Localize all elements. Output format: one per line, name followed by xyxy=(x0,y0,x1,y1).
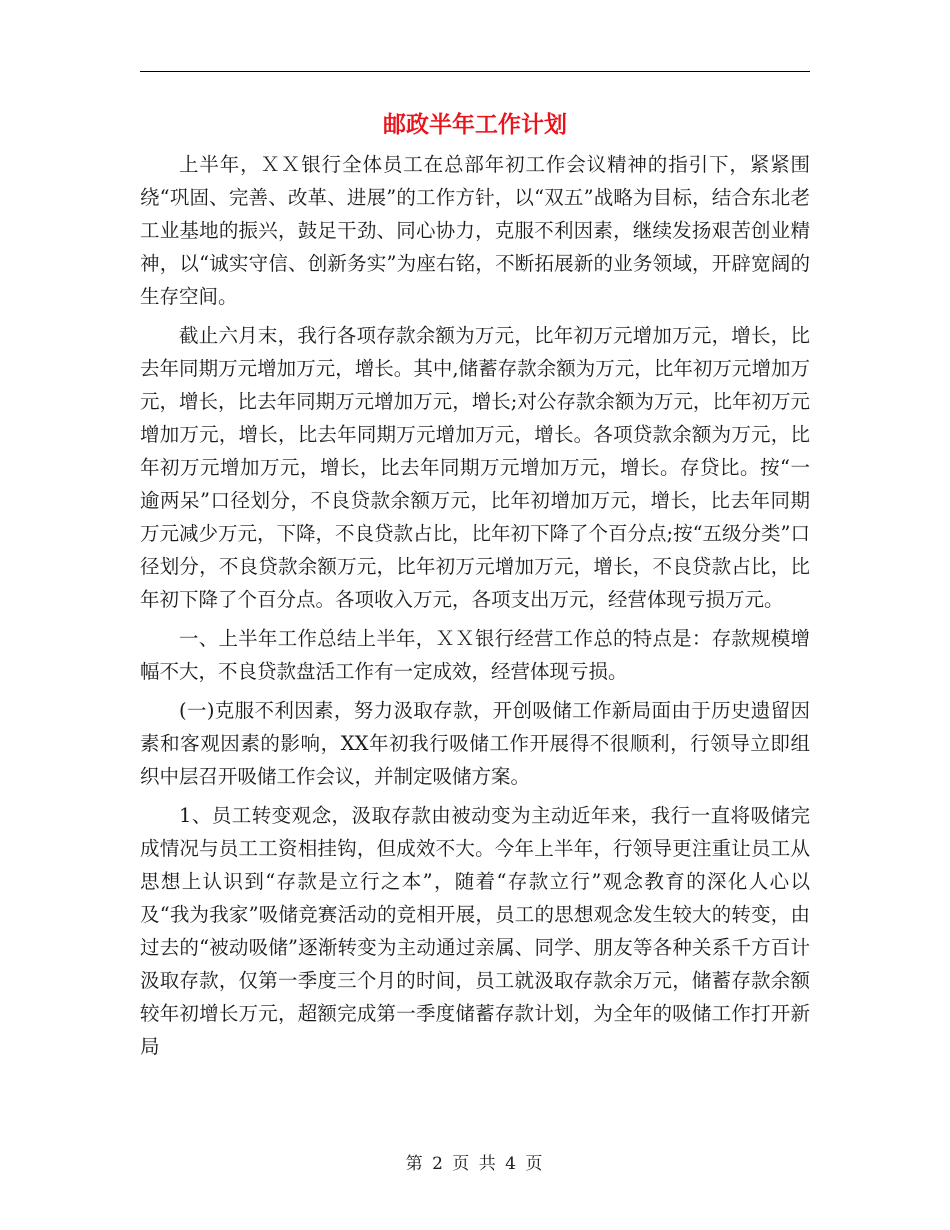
page-number: 第 2 页 共 4 页 xyxy=(405,1154,545,1174)
paragraph-item-1: 1、员工转变观念，汲取存款由被动变为主动近年来，我行一直将吸储完成情况与员工工资相挂钩，但成效不大。今年上半年，行领导更注重让员工从思想上认识到“存款是立行之本”，随着“存款立行”观念教育的深化人心以及“我为我家”吸储竞赛活动的竞相开展，员工的思想观念发生较大的转变，由过去的“被动吸储”逐渐转变为主动通过亲属、同学、朋友等各种关系千方百计汲取存款，仅第一季度三个月的时间，员工就汲取存款余万元，储蓄存款余额较年初增长万元，超额完成第一季度储蓄存款计划，为全年的吸储工作打开新局 xyxy=(140,804,810,1058)
document-body xyxy=(140,148,810,1069)
paragraph-intro: 上半年，ＸＸ银行全体员工在总部年初工作会议精神的指引下，紧紧围绕“巩固、完善、改革、进展”的工作方针，以“双五”战略为目标，结合东北老工业基地的振兴，鼓足干劲、同心协力，克服不利因素，继续发扬艰苦创业精神，以“诚实守信、创新务实”为座右铭，不断拓展新的业务领域，开辟宽阔的生存空间。 xyxy=(140,153,810,308)
paragraph-subsection-1: (一)克服不利因素，努力汲取存款，开创吸储工作新局面由于历史遗留因素和客观因素的影响，XX年初我行吸储工作开展得不很顺利，行领导立即组织中层召开吸储工作会议，并制定吸储方案。 xyxy=(140,699,810,788)
document-title: 邮政半年工作计划 xyxy=(383,111,567,138)
paragraph-figures: 截止六月末，我行各项存款余额为万元，比年初万元增加万元，增长，比去年同期万元增加万元，增长。其中,储蓄存款余额为万元，比年初万元增加万元，增长，比去年同期万元增加万元，增长;对公存款余额为万元，比年初万元增加万元，增长，比去年同期万元增加万元，增长。各项贷款余额为万元，比年初万元增加万元，增长，比去年同期万元增加万元，增长。存贷比。按“一逾两呆”口径划分，不良贷款余额万元，比年初增加万元，增长，比去年同期万元减少万元，下降，不良贷款占比，比年初下降了个百分点;按“五级分类”口径划分，不良贷款余额万元，比年初万元增加万元，增长，不良贷款占比，比年初下降了个百分点。各项收入万元，各项支出万元，经营体现亏损万元。 xyxy=(140,324,811,611)
header-rule xyxy=(140,71,810,72)
paragraph-section-1: 一、上半年工作总结上半年，ＸＸ银行经营工作总的特点是：存款规模增幅不大，不良贷款盘活工作有一定成效，经营体现亏损。 xyxy=(140,627,810,683)
